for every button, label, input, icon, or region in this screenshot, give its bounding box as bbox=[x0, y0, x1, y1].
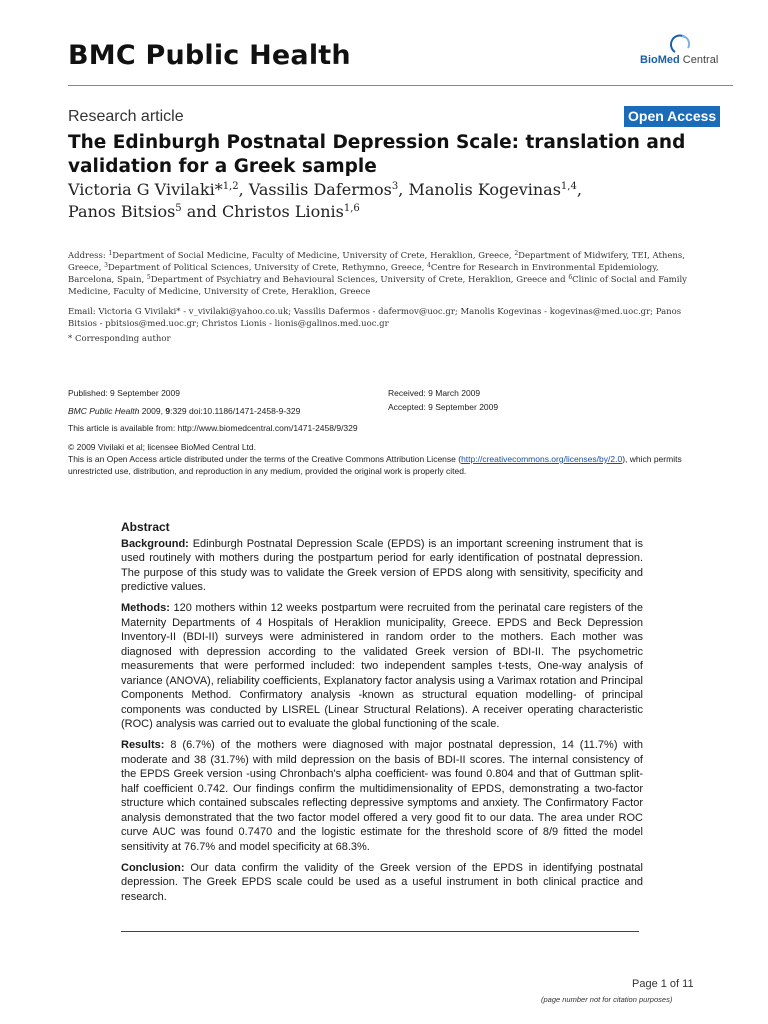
abstract bbox=[121, 520, 643, 911]
page-number-note: (page number not for citation purposes) bbox=[541, 995, 673, 1004]
article-url: This article is available from: http://www.biomedcentral.com/1471-2458/9/329 bbox=[68, 423, 358, 433]
biomed-arc-icon bbox=[669, 34, 691, 54]
journal-title: BMC Public Health bbox=[68, 40, 351, 71]
abstract-rule bbox=[121, 931, 639, 932]
author-list bbox=[68, 179, 708, 223]
license-statement: © 2009 Vivilaki et al; licensee BioMed Central Ltd. This is an Open Access article distributed under the terms of the Creative Commons Attribution License (http://creativecommons.org/licenses/by/2.0), which permits unrestricted use, distribution, and reproduction in any medium, provided the original work is properly cited. bbox=[68, 441, 708, 477]
accepted-date: Accepted: 9 September 2009 bbox=[388, 402, 499, 412]
logo-bio: BioMed bbox=[640, 54, 680, 66]
copyright: © 2009 Vivilaki et al; licensee BioMed Central Ltd. bbox=[68, 442, 257, 452]
corresponding-author-note: * Corresponding author bbox=[68, 334, 171, 344]
page-number: Page 1 of 11 bbox=[632, 978, 694, 990]
abstract-background: Background: Edinburgh Postnatal Depression Scale (EPDS) is an important screening instrument that is used routinely with mothers during the postpartum period for early identification of postnatal depression. The purpose of this study was to validate the Greek version of EPDS along with sensitivity, specificity and predictive values. bbox=[121, 537, 643, 593]
publication-info bbox=[68, 387, 300, 423]
header-rule bbox=[68, 85, 733, 86]
abstract-methods: Methods: 120 mothers within 12 weeks postpartum were recruited from the perinatal care registers of the Maternity Departments of 4 Hospitals of Heraklion municipality, Greece. EPDS and Beck Depression Inventory-II (BDI-II) surveys were administered in random order to the mothers. Each mother was diagnosed with depression according to the validated Greek version of BDI-II. The psychometric measurements that were performed included: two independent samples t-tests, One-way analysis of variance (ANOVA), reliability coefficients, Explanatory factor analysis using a Varimax rotation and Principal Components Method. Confirmatory analysis -known as structural equation modelling- of principal components was conducted by LISREL (Linear Structural Relations). A receiver operating characteristic (ROC) analysis was carried out to evaluate the global functioning of the scale. bbox=[121, 602, 643, 730]
published-date: Published: 9 September 2009 bbox=[68, 388, 180, 398]
citation: BMC Public Health 2009, 9:329 doi:10.1186/1471-2458-9-329 bbox=[68, 406, 301, 416]
abstract-heading: Abstract bbox=[121, 520, 170, 534]
logo-central: Central bbox=[682, 54, 719, 66]
dates-info bbox=[388, 387, 498, 415]
received-date: Received: 9 March 2009 bbox=[388, 388, 481, 398]
biomed-central-logo bbox=[637, 34, 717, 70]
paper-title: The Edinburgh Postnatal Depression Scale: translation and validation for a Greek sample bbox=[68, 132, 686, 177]
author: Panos Bitsios$^5$ and bbox=[68, 202, 222, 221]
open-access-badge: Open Access bbox=[624, 106, 720, 127]
affiliations: Address: $^1$Department of Social Medicine, Faculty of Medicine, University of Crete, Heraklion, Greece, $^2$Department of Midwifery, TEI, Athens, Greece, $^3$Department of Political Sciences, University of Crete, Rethymno, Greece, $^4$Centre for Research in Environmental Epidemiology, Barcelona, Spain, $^5$Department of Psychiatry and Behavioural Sciences, University of Crete, Heraklion, Greece and $^6$Clinic of Social and Family Medicine, Faculty of Medicine, University of Crete, Heraklion, Greece bbox=[68, 250, 687, 297]
author: Victoria G Vivilaki*$^{1,2}$, bbox=[68, 180, 249, 199]
author: Manolis Kogevinas$^{1,4}$, bbox=[408, 180, 582, 199]
license-link[interactable]: http://creativecommons.org/licenses/by/2.0 bbox=[461, 454, 623, 464]
abstract-conclusion: Conclusion: Our data confirm the validity of the Greek version of the EPDS in identifying postnatal depression. The Greek EPDS scale could be used as a useful instrument in both clinical practice and research. bbox=[121, 861, 643, 903]
author-emails: Email: Victoria G Vivilaki* - v_vivilaki@yahoo.co.uk; Vassilis Dafermos - dafermov@uoc.gr; Manolis Kogevinas - kogevinas@med.uoc.gr; Panos Bitsios - pbitsios@med.uoc.gr; Christos Lionis - lionis@galinos.med.uoc.gr bbox=[68, 307, 682, 329]
author: Vassilis Dafermos$^3$, bbox=[248, 180, 409, 199]
author: Christos Lionis$^{1,6}$ bbox=[221, 202, 360, 221]
article-type: Research article bbox=[68, 108, 184, 125]
abstract-results: Results: 8 (6.7%) of the mothers were diagnosed with major postnatal depression, 14 (11.7%) with moderate and 38 (31.7%) with mild depression on the basis of BDI-II scores. The internal consistency of the EPDS Greek version -using Chronbach's alpha coefficient- was found 0.804 and that of Guttman split-half coefficient 0.742. Our findings confirm the multidimensionality of EPDS, demonstrating a two-factor structure which contained subscales reflecting depressive symptoms and anxiety. The Confirmatory Factor analysis demonstrated that the two factor model offered a very good fit to our data. The area under ROC curve AUC was found 0.7470 and the logistic estimate for the threshold score of 8/9 fitted the model sensitivity at 76.7% and model specificity at 68.3%. bbox=[121, 739, 643, 853]
